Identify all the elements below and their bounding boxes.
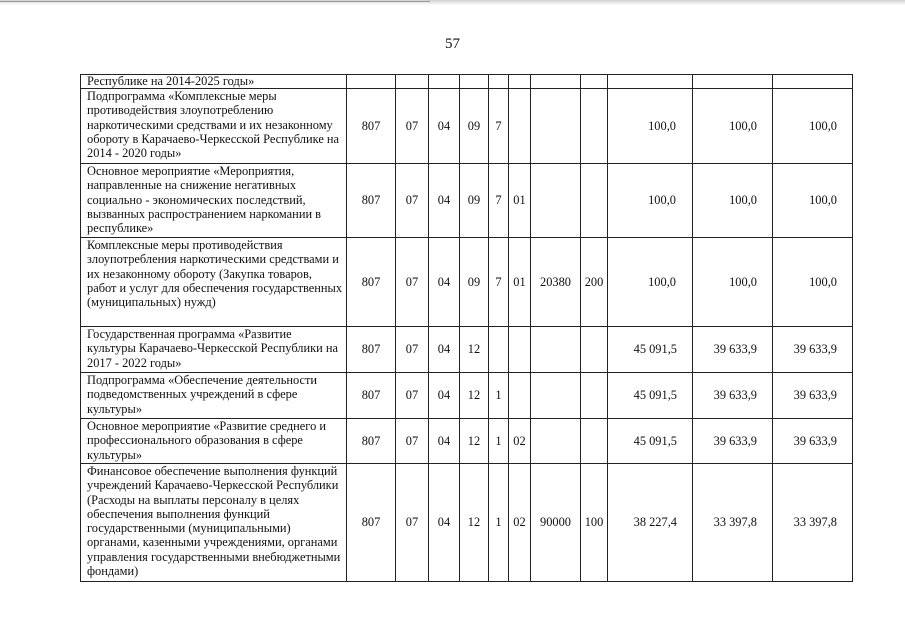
amount-2019: 39 633,9	[773, 373, 853, 419]
table-row	[81, 464, 853, 582]
subprogram-code: 1	[489, 419, 509, 464]
section-code: 07	[396, 327, 429, 373]
subsection-code: 04	[429, 373, 460, 419]
section-code: 07	[396, 89, 429, 164]
event-code	[509, 373, 531, 419]
section-code	[396, 75, 429, 89]
admin-code: 807	[347, 419, 396, 464]
direction-code: 90000	[531, 464, 581, 582]
amount-2018: 100,0	[693, 164, 773, 238]
event-code: 02	[509, 464, 531, 582]
amount-2017: 45 091,5	[608, 327, 693, 373]
program-code	[460, 75, 489, 89]
amount-2018: 39 633,9	[693, 373, 773, 419]
amount-2019: 39 633,9	[773, 327, 853, 373]
table-row	[81, 373, 853, 419]
table-row	[81, 327, 853, 373]
event-code	[509, 89, 531, 164]
admin-code: 807	[347, 464, 396, 582]
amount-2017: 100,0	[608, 164, 693, 238]
expense-type-code	[581, 89, 608, 164]
expense-type-code: 100	[581, 464, 608, 582]
amount-2019: 100,0	[773, 164, 853, 238]
table-row	[81, 89, 853, 164]
event-code: 01	[509, 164, 531, 238]
amount-2017: 100,0	[608, 89, 693, 164]
amount-2017	[608, 75, 693, 89]
subprogram-code: 7	[489, 238, 509, 327]
event-code: 01	[509, 238, 531, 327]
program-code: 12	[460, 373, 489, 419]
program-code: 09	[460, 164, 489, 238]
amount-2019: 100,0	[773, 89, 853, 164]
section-code: 07	[396, 238, 429, 327]
subsection-code: 04	[429, 238, 460, 327]
amount-2018: 100,0	[693, 238, 773, 327]
subsection-code: 04	[429, 464, 460, 582]
program-code: 12	[460, 419, 489, 464]
subprogram-code	[489, 75, 509, 89]
admin-code: 807	[347, 164, 396, 238]
row-name: Государственная программа «Развитие культуры Карачаево-Черкесской Республики на 2017 - 2022 годы»	[81, 327, 347, 373]
section-code: 07	[396, 464, 429, 582]
row-name: Основное мероприятие «Развитие среднего и профессионального образования в сфере культуры»	[81, 419, 347, 464]
budget-table	[80, 74, 853, 582]
program-code: 12	[460, 464, 489, 582]
subsection-code: 04	[429, 89, 460, 164]
direction-code	[531, 164, 581, 238]
subsection-code	[429, 75, 460, 89]
amount-2019: 100,0	[773, 238, 853, 327]
amount-2018: 39 633,9	[693, 419, 773, 464]
subprogram-code: 1	[489, 373, 509, 419]
expense-type-code	[581, 373, 608, 419]
table-row	[81, 164, 853, 238]
expense-type-code: 200	[581, 238, 608, 327]
event-code	[509, 327, 531, 373]
amount-2017: 45 091,5	[608, 373, 693, 419]
amount-2017: 100,0	[608, 238, 693, 327]
admin-code: 807	[347, 327, 396, 373]
scan-top-line	[0, 1, 430, 2]
row-name: Финансовое обеспечение выполнения функций учреждений Карачаево-Черкесской Республики (Расходы на выплаты персоналу в целях обеспечения выполнения функций государственными (муниципальными) органами, казенными учреждениями, органами управления государственными внебюджетными фондами)	[81, 464, 347, 582]
amount-2018	[693, 75, 773, 89]
subsection-code: 04	[429, 164, 460, 238]
row-name: Комплексные меры противодействия злоупотребления наркотическими средствами и их незаконному обороту (Закупка товаров, работ и услуг для обеспечения государственных (муниципальных) нужд)	[81, 238, 347, 327]
direction-code	[531, 419, 581, 464]
amount-2019: 39 633,9	[773, 419, 853, 464]
amount-2017: 45 091,5	[608, 419, 693, 464]
direction-code	[531, 373, 581, 419]
row-name: Подпрограмма «Комплексные меры противодействия злоупотреблению наркотическими средствами и их незаконному обороту в Карачаево-Черкесской Республике на 2014 - 2020 годы»	[81, 89, 347, 164]
table-row	[81, 75, 853, 89]
direction-code: 20380	[531, 238, 581, 327]
row-name: Подпрограмма «Обеспечение деятельности подведомственных учреждений в сфере культуры»	[81, 373, 347, 419]
row-name: Республике на 2014-2025 годы»	[81, 75, 347, 89]
row-name: Основное мероприятие «Мероприятия, направленные на снижение негативных социально - экономических последствий, вызванных распространением наркомании в республике»	[81, 164, 347, 238]
table-row	[81, 419, 853, 464]
expense-type-code	[581, 327, 608, 373]
program-code: 09	[460, 238, 489, 327]
subprogram-code	[489, 327, 509, 373]
direction-code	[531, 75, 581, 89]
admin-code: 807	[347, 373, 396, 419]
amount-2019: 33 397,8	[773, 464, 853, 582]
amount-2018: 100,0	[693, 89, 773, 164]
subsection-code: 04	[429, 327, 460, 373]
program-code: 12	[460, 327, 489, 373]
subsection-code: 04	[429, 419, 460, 464]
amount-2018: 39 633,9	[693, 327, 773, 373]
admin-code: 807	[347, 89, 396, 164]
direction-code	[531, 327, 581, 373]
subprogram-code: 7	[489, 89, 509, 164]
expense-type-code	[581, 75, 608, 89]
table-row	[81, 238, 853, 327]
program-code: 09	[460, 89, 489, 164]
direction-code	[531, 89, 581, 164]
section-code: 07	[396, 373, 429, 419]
section-code: 07	[396, 164, 429, 238]
expense-type-code	[581, 419, 608, 464]
admin-code: 807	[347, 238, 396, 327]
subprogram-code: 1	[489, 464, 509, 582]
page-number: 57	[445, 36, 460, 52]
event-code: 02	[509, 419, 531, 464]
expense-type-code	[581, 164, 608, 238]
section-code: 07	[396, 419, 429, 464]
subprogram-code: 7	[489, 164, 509, 238]
admin-code	[347, 75, 396, 89]
amount-2019	[773, 75, 853, 89]
amount-2017: 38 227,4	[608, 464, 693, 582]
amount-2018: 33 397,8	[693, 464, 773, 582]
event-code	[509, 75, 531, 89]
